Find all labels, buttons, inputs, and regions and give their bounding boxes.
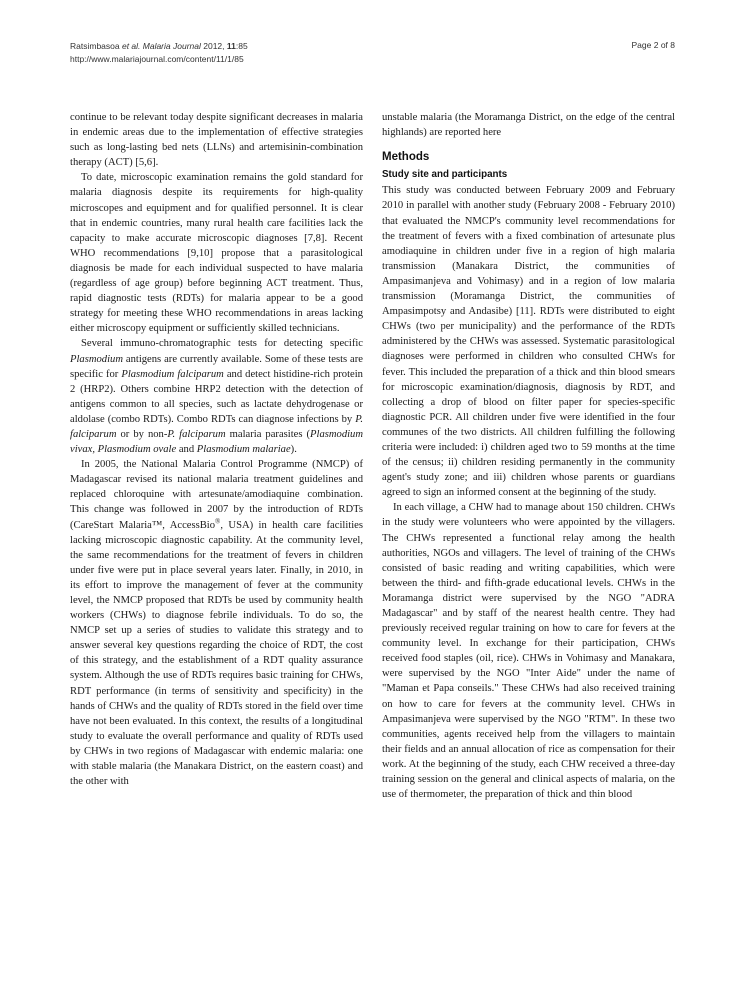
section-heading: Methods xyxy=(382,151,430,164)
paragraph: continue to be relevant today despite significant decreases in malaria in endemic areas due to the implementation of effective strategies such as long-lasting bed nets (LLNs) and artemisinin-combination therapy (ACT) [5,6]. xyxy=(70,112,363,169)
paragraph: unstable malaria (the Moramanga District, on the edge of the central highlands) are reported here xyxy=(382,112,675,139)
registered-mark: ® xyxy=(215,517,221,525)
subsection-heading: Study site and participants xyxy=(382,169,508,181)
citation-author: Ratsimbasoa xyxy=(70,41,122,51)
text-segment: In 2005, the National Malaria Control Programme (NMCP) of Madagascar revised its national malaria treatment guidelines and replaced chloroquine with artesunate/amodiaquine combination. This change was followed in 2007 by the introduction of RDTs (CareStart Malaria™, AccessBio xyxy=(70,459,363,531)
citation-year: 2012, xyxy=(200,41,227,51)
article-url-link[interactable]: http://www.malariajournal.com/content/11/1/85 xyxy=(70,54,244,64)
text-segment: ). xyxy=(290,444,297,456)
text-segment: antigens are currently available. Some of these tests are specific for xyxy=(70,353,363,380)
species-name: Plasmodium malariae xyxy=(196,444,291,456)
species-name: Plasmodium falciparum xyxy=(121,368,224,380)
paragraph: This study was conducted between February 2009 and February 2010 in parallel with another study (February 2008 - February 2010) that evaluated the NMCP's community level recommendations for the treatment of fevers with a fixed combination of artesunate plus amodiaquine in children under five in a region of high malaria transmission (Manakara District, the communities of Ampasimanjeva and Vohimasy) and in a region of low malaria transmission (Moramanga District, the communities of Ampasimpotsy and Andasibe) [11]. RDTs were distributed to eight CHWs (two per municipality) and the performance of the RDTs administered by the CHWs was assessed. Systematic parasitological diagnoses were performed in children who consulted CHWs for fever. This included the preparation of a thick and thin blood smears for microscopic examination/diagnosis, diagnosis by RDT, and collecting a drop of blood on filter paper for species-specific diagnostic PCR. All children under five were identified in the four communes of the two districts. All children fulfilling the following criteria were included: i) children aged two to 59 months at the time of the census; ii) children residing permanently in the community agent's study zone; and iii) children whose parents or guardians agreed to sign an informed consent at the beginning of the study. xyxy=(382,185,675,499)
running-header xyxy=(70,40,248,66)
species-name: P. falciparum xyxy=(70,413,363,440)
citation-volume: 11 xyxy=(226,41,236,51)
text-segment: or by non- xyxy=(116,428,168,440)
right-column xyxy=(382,110,675,802)
paragraph xyxy=(70,457,363,789)
citation-line xyxy=(70,40,248,53)
left-column xyxy=(70,110,363,789)
page-number: Page 2 of 8 xyxy=(631,40,675,50)
text-segment: , USA) in health care facilities lacking microscopic diagnostic capability. At the community level, the same recommendations for the treatment of fevers in children under five were put in place several years later. Finally, in 2010, in its effort to improve the management of fever at the community level, the NMCP proposed that RDTs be used by community health workers (CHWs) to diagnose febrile individuals. To do so, the NMCP set up a series of studies to validate this strategy and to answer several key questions regarding the choice of RDT, the cost of this strategy, and the establishment of a RDT quality assurance system. Although the use of RDTs requires basic training for CHWs, RDT performance (in terms of sensitivity and specificity) in the hands of CHWs and the quality of RDTs stored in the field over time have not been evaluated. In this context, the results of a longitudinal study to evaluate the overall performance and quality of RDTs used by CHWs in two regions of Madagascar with endemic malaria: one with stable malaria (the Manakara District, on the eastern coast) and the other with xyxy=(70,519,364,788)
species-name: Plasmodium xyxy=(70,353,123,365)
species-name: Plasmodium vivax, Plasmodium ovale xyxy=(70,428,363,456)
text-segment: and xyxy=(176,444,197,456)
species-name: P. falciparum xyxy=(167,428,226,440)
paragraph: To date, microscopic examination remains the gold standard for malaria diagnosis despite its requirements for high-quality microscopes and equipment and for qualified personnel. It is clear that in endemic countries, many rural health care facilities lack the capacity to make accurate microscopic diagnoses [7,8]. Recent WHO recommendations [9,10] propose that a parasitological diagnosis be made for each individual suspected to have malaria (regardless of age group) before beginning ACT treatment. Thus, rapid diagnostic tests (RDTs) for malaria appear to be a good strategy for meeting these WHO recommendations in areas lacking either microscopy equipment or sufficiently skilled technicians. xyxy=(70,172,363,335)
text-segment: malaria parasites ( xyxy=(225,428,311,440)
text-segment: and detect histidine-rich protein 2 (HRP2). Others combine HRP2 detection with the detection of antigens common to all species, such as lactate dehydrogenase or aldolase (combo RDTs). Combo RDTs can diagnose infections by xyxy=(70,368,363,425)
paragraph xyxy=(70,336,363,457)
paragraph: In each village, a CHW had to manage about 150 children. CHWs in the study were volunteers who were appointed by the villagers. The CHWs represented a functional relay among the health authorities, NGOs and villagers. The level of training of the CHWs consisted of basic reading and writing capabilities, which were between the third- and fifth-grade educational levels. CHWs in the Moramanga district were supervised by the NGO "ADRA Madagascar" and by staff of the nearest health centre. They had previously received regular training on how to care for fevers at the community level. In exchange for their participation, CHWs received food staples (oil, rice). CHWs in Vohimasy and Manakara, were supervised by the NGO "Inter Aide" under the name of "Maman et Papa conseils." These CHWs had also received training on how to care for fevers at the community level. CHWs in Ampasimanjeva were supervised by the NGO "RTM". In these two communities, agents received help from the villagers to maintain their fields and an annual allocation of rice as compensation for their work. At the beginning of the study, each CHW received a three-day training session on the general and clinical aspects of malaria, on the use of thermometer, the preparation of thick and thin blood xyxy=(382,502,675,801)
text-segment: Several immuno-chromatographic tests for detecting specific xyxy=(81,338,363,350)
citation-pages: :85 xyxy=(235,41,248,51)
citation-journal: et al. Malaria Journal xyxy=(121,41,201,51)
